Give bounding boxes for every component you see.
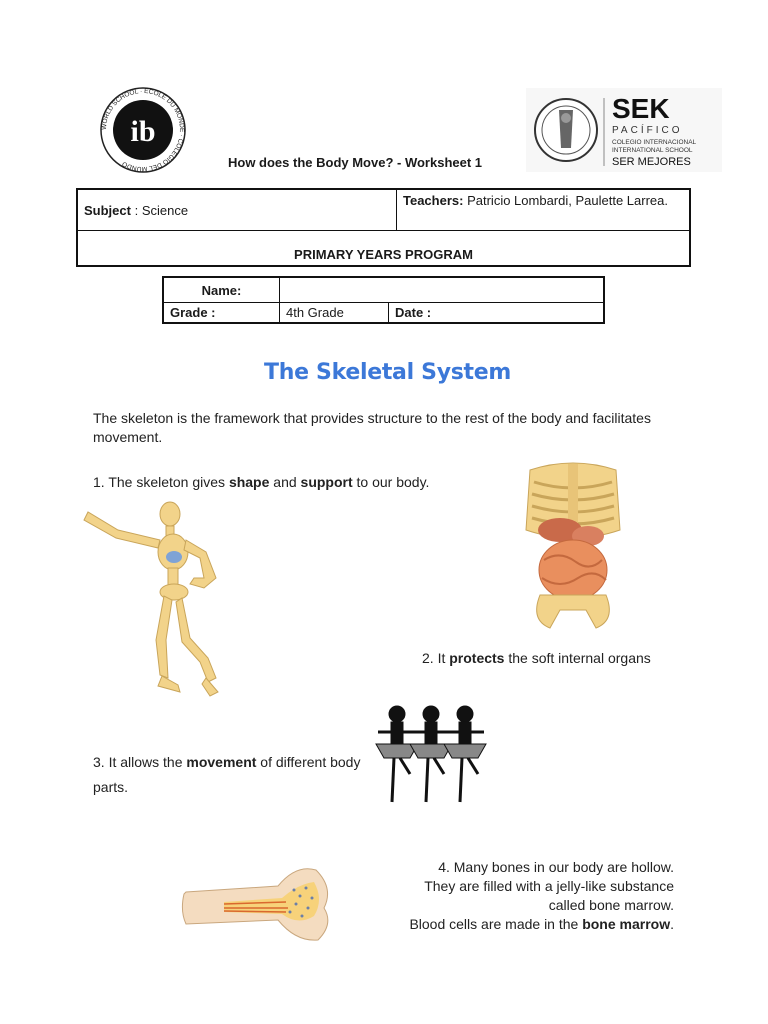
name-label: Name: [163, 277, 280, 303]
program-label: PRIMARY YEARS PROGRAM [77, 231, 690, 267]
grade-label: Grade : [163, 303, 280, 324]
svg-text:INTERNATIONAL SCHOOL: INTERNATIONAL SCHOOL [612, 147, 693, 154]
ib-logo [98, 85, 188, 175]
point-4-line-4-text: Blood cells are made in the [409, 916, 583, 932]
point-2-text: 2. It [422, 650, 450, 666]
point-1-text-mid: and [269, 474, 301, 490]
teachers-cell [397, 189, 691, 231]
point-4-line-2: They are filled with a jelly-like substance [424, 878, 674, 894]
point-2 [422, 649, 651, 668]
point-4-line-1: 4. Many bones in our body are hollow. [438, 859, 674, 875]
svg-text:WORLD SCHOOL · ÉCOLE DU MONDE: WORLD SCHOOL · ÉCOLE DU MONDE · COLEGIO DEL MUNDO [100, 87, 186, 173]
bone-marrow-image [178, 864, 334, 944]
grade-value: 4th Grade [280, 303, 389, 324]
svg-text:PACÍFICO: PACÍFICO [612, 125, 683, 136]
point-3 [93, 750, 363, 800]
point-1-bold-shape: shape [228, 474, 270, 490]
leaning-skeleton-image [78, 500, 228, 700]
point-4-bold: bone marrow [582, 916, 671, 932]
intro-paragraph: The skeleton is the framework that provides structure to the rest of the body and facilitates movement. [93, 410, 651, 445]
info-table [76, 188, 691, 267]
svg-text:SEK: SEK [612, 93, 670, 124]
sek-logo [526, 88, 722, 172]
point-1-text-end: to our body. [352, 474, 430, 490]
svg-text:ib: ib [130, 115, 156, 148]
ribcage-organs-image [520, 460, 626, 630]
date-label: Date : [389, 303, 605, 324]
page-title: The Skeletal System [264, 360, 512, 385]
point-2-bold: protects [449, 650, 505, 666]
point-4-line-3: called bone marrow. [548, 897, 674, 913]
dancing-skeletons-image [370, 702, 495, 804]
subject-label: Subject [84, 202, 131, 218]
point-3-text-end: of different body parts. [93, 754, 361, 795]
svg-text:COLEGIO INTERNACIONAL: COLEGIO INTERNACIONAL [612, 139, 697, 146]
name-field[interactable] [280, 277, 605, 303]
teachers-value: Patricio Lombardi, Paulette Larrea. [467, 193, 668, 208]
svg-text:SER MEJORES: SER MEJORES [612, 156, 691, 168]
subject-value: Science [141, 202, 189, 218]
point-1-text: 1. The skeleton gives [93, 474, 229, 490]
point-1-bold-support: support [300, 474, 353, 490]
teachers-label: Teachers: [403, 193, 464, 208]
student-table [162, 276, 605, 324]
point-4 [362, 858, 674, 934]
point-2-text-end: the soft internal organs [504, 650, 651, 666]
point-3-text: 3. It allows the [93, 754, 187, 770]
point-1 [93, 473, 429, 492]
point-3-bold: movement [186, 754, 257, 770]
point-4-line-4-end: . [670, 916, 674, 932]
point-4-line-4 [362, 915, 674, 934]
worksheet-title: How does the Body Move? - Worksheet 1 [228, 155, 483, 170]
subject-cell: Subject : Science [77, 189, 397, 231]
